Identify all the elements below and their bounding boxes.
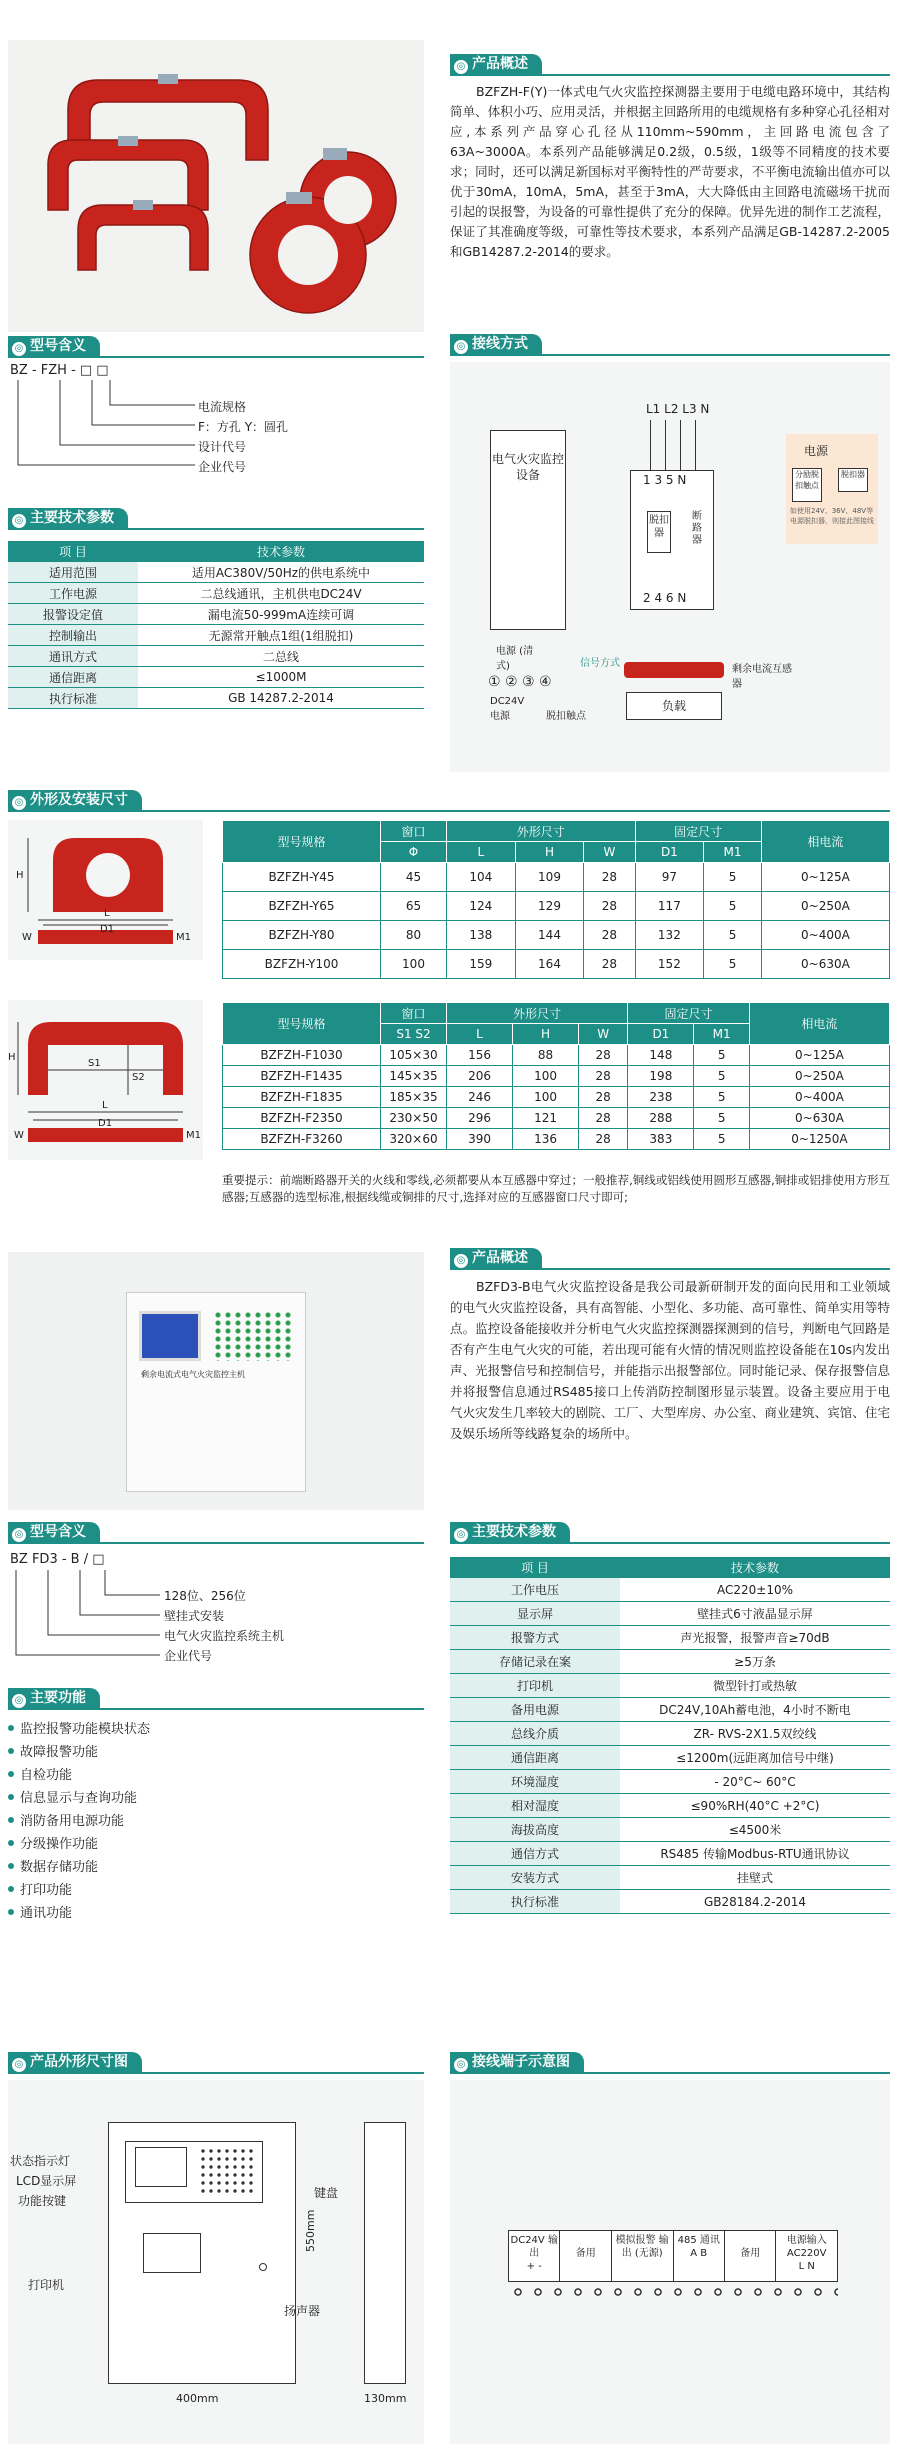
dim-label: 状态指示灯 xyxy=(10,2154,71,2168)
model-item: 电气火灾监控系统主机 xyxy=(164,1629,285,1643)
circle-icon: ◎ xyxy=(12,1528,26,1542)
table-row: 控制输出 无源常开触点1组(1组脱扣) xyxy=(8,625,424,646)
model-item: 电流规格 xyxy=(198,400,247,414)
width-dim: 400mm xyxy=(176,2392,219,2405)
table-row: 执行标准 GB 14287.2-2014 xyxy=(8,688,424,709)
list-item: 数据存储功能 xyxy=(8,1856,408,1879)
outline-drawing xyxy=(8,2080,424,2444)
table-row: 工作电压 AC220±10% xyxy=(450,1578,890,1602)
list-item: 分级操作功能 xyxy=(8,1833,408,1856)
terminal-block: DC24V 输出 + - xyxy=(509,2231,560,2281)
terminal-diagram xyxy=(450,2080,890,2444)
square-ct-drawing: H S1 S2 L D1 W M1 xyxy=(8,1000,203,1160)
terminal-block: 485 通讯 A B xyxy=(674,2231,725,2281)
height-dim: 550mm xyxy=(304,2209,317,2252)
terminal-block: 备用 xyxy=(725,2231,776,2281)
circle-icon: ◎ xyxy=(454,60,468,74)
circle-icon: ◎ xyxy=(454,340,468,354)
section-header-model-2: ◎ 型号含义 xyxy=(8,1522,424,1544)
section-header-dimensions: ◎ 外形及安装尺寸 xyxy=(8,790,890,812)
trip-box: 脱扣器 xyxy=(647,511,671,553)
dc-label: DC24V 电源 xyxy=(490,696,525,722)
device-panel-label: 剩余电流式电气火灾监控主机 xyxy=(141,1370,245,1379)
table-row: 总线介质 ZR- RVS-2X1.5双绞线 xyxy=(450,1722,890,1746)
table-row: BZFZH-Y65 65 124 129 28 117 5 0~250A xyxy=(223,892,890,921)
section-header-overview-1: ◎ 产品概述 xyxy=(450,54,890,76)
model-item: 企业代号 xyxy=(164,1649,213,1663)
list-item: 通讯功能 xyxy=(8,1902,408,1925)
table-row: 执行标准 GB28184.2-2014 xyxy=(450,1890,890,1914)
depth-dim: 130mm xyxy=(364,2392,407,2405)
model-item: 128位、256位 xyxy=(164,1589,246,1603)
terminal-block: 电源输入 AC220V L N xyxy=(786,2235,827,2272)
table-row: BZFZH-F2350 230×50 296 121 28 288 5 0~630A xyxy=(223,1108,890,1129)
section-header-model-1: ◎ 型号含义 xyxy=(8,336,424,358)
round-ct-drawing: H L D1 W M1 xyxy=(8,820,203,960)
table-row: 相对湿度 ≤90%RH(40°C +2°C) xyxy=(450,1794,890,1818)
table-row: 通信方式 RS485 传输Modbus-RTU通讯协议 xyxy=(450,1842,890,1866)
host-device-photo xyxy=(8,1252,424,1510)
terminal-block: 备用 xyxy=(560,2231,611,2281)
load-box: 负载 xyxy=(626,692,722,720)
terminal-screws xyxy=(508,2286,838,2298)
section-header-tech-1: ◎ 主要技术参数 xyxy=(8,508,424,530)
circle-icon: ◎ xyxy=(12,342,26,356)
table-row: 存储记录在案 ≥5万条 xyxy=(450,1650,890,1674)
table-row: 通讯方式 二总线 xyxy=(8,646,424,667)
model-code-2: BZ FD3 - B / □ xyxy=(10,1552,105,1567)
section-header-terminals: ◎ 接线端子示意图 xyxy=(450,2052,890,2074)
circle-icon: ◎ xyxy=(12,514,26,528)
list-item: 打印功能 xyxy=(8,1879,408,1902)
table-row: 海拔高度 ≤4500米 xyxy=(450,1818,890,1842)
section-header-functions: ◎ 主要功能 xyxy=(8,1688,424,1710)
model-code-1: BZ - FZH - □ □ xyxy=(10,363,109,378)
table-row: 报警设定值 漏电流50-999mA连续可调 xyxy=(8,604,424,625)
table-row: 安装方式 挂壁式 xyxy=(450,1866,890,1890)
circle-icon: ◎ xyxy=(12,796,26,810)
device-screen xyxy=(139,1311,201,1361)
table-row: BZFZH-Y80 80 138 144 28 132 5 0~400A xyxy=(223,921,890,950)
model-tree-1 xyxy=(10,378,210,478)
circle-icon: ◎ xyxy=(454,2058,468,2072)
model-tree-2 xyxy=(10,1568,170,1668)
table-row: 备用电源 DC24V,10Ah蓄电池，4小时不断电 xyxy=(450,1698,890,1722)
table-row: 通信距离 ≤1000M xyxy=(8,667,424,688)
circle-icon: ◎ xyxy=(454,1528,468,1542)
function-list xyxy=(8,1718,408,1925)
model-item: 壁挂式安装 xyxy=(164,1609,225,1623)
overview-text-1: BZFZH-F(Y)一体式电气火灾监控探测器主要用于电缆电路环境中，其结构简单、体积小巧、应用灵活，并根据主回路所用的电缆规格有多种穿心孔径相对应,本系列产品穿心孔径从110mm~590mm，主回路电流包含了63A~3000A。本系列产品能够满足0.2级，0.5级，1级等不同精度的技术要求；同时，还可以满足新国标对平衡特性的严苛要求，不平衡电流输出值亦可以优于30mA，10mA，5mA，甚至于3mA，大大降低由主回路电流磁场干扰而引起的误报警，为设备的可靠性提供了充分的保障。优异先进的制作工艺流程，保证了其准确度等级，可靠性等技术要求，本系列产品满足GB-14287.2-2005和GB14287.2-2014的要求。 xyxy=(450,84,890,259)
table-row: BZFZH-F3260 320×60 390 136 28 383 5 0~1250A xyxy=(223,1129,890,1150)
terminal-numbers: ① ② ③ ④ xyxy=(488,674,552,690)
list-item: 故障报警功能 xyxy=(8,1741,408,1764)
table-row: 适用范围 适用AC380V/50Hz的供电系统中 xyxy=(8,562,424,583)
left-device-box: 电气火灾监控设备 xyxy=(490,430,566,630)
trip-contact-label: 脱扣触点 xyxy=(546,711,586,722)
phase-labels: L1 L2 L3 N xyxy=(646,402,710,416)
table-row: 显示屏 壁挂式6寸液晶显示屏 xyxy=(450,1602,890,1626)
overview-text-2: BZFD3-B电气火灾监控设备是我公司最新研制开发的面向民用和工业领域的电气火灾监控设备，具有高智能、小型化、多功能、高可靠性、简单实用等特点。监控设备能接收并分析电气火灾监控探测器探测到的信号，判断电气回路是否有产生电气火灾的可能，若出现可能有火情的情况则监控设备能在10s内发出声、光报警信号和控制信号，并能指示出报警部位。同时能记录、保存报警信息并将报警信息通过RS485接口上传消防控制图形显示装置。设备主要应用于电气火灾发生几率较大的剧院、工厂、大型库房、办公室、商业建筑、宾馆、住宅及娱乐场所等线路复杂的场所中。 xyxy=(450,1279,890,1441)
ct-bar xyxy=(624,662,724,678)
signal-label: 信号方式 xyxy=(580,658,620,669)
list-item: 自检功能 xyxy=(8,1764,408,1787)
circle-icon: ◎ xyxy=(454,1254,468,1268)
dim-label: LCD显示屏 xyxy=(16,2174,77,2188)
section-header-wiring: ◎ 接线方式 xyxy=(450,334,890,356)
round-ct-table: 型号规格 窗口 外形尺寸 固定尺寸 相电流 Φ L H W D1 M1 BZFZH-Y45 45 104 109 28 97 5 0~125A BZFZH-Y65 65 124 129 28 117 5 0~250A BZFZH-Y80 80 138 144 28 132 5 0~400A BZFZH-Y100 100 159 164 28 152 5 0~630A xyxy=(222,820,890,979)
important-note: 重要提示：前端断路器开关的火线和零线,必须都要从本互感器中穿过；一般推荐,铜线或铝线使用圆形互感器,铜排或铝排使用方形互感器;互感器的选型标准,根据线缆或铜排的尺寸,选择对应的互感器窗口尺寸即可; xyxy=(222,1173,890,1204)
breaker-box: 1 3 5 N 脱扣器 断路器 2 4 6 N xyxy=(630,470,714,610)
table-row: BZFZH-Y45 45 104 109 28 97 5 0~125A xyxy=(223,863,890,892)
section-header-overview-2: ◎ 产品概述 xyxy=(450,1248,890,1270)
table-row: 打印机 微型针打或热敏 xyxy=(450,1674,890,1698)
section-header-tech-2: ◎ 主要技术参数 xyxy=(450,1522,890,1544)
table-row: 环境湿度 - 20°C~ 60°C xyxy=(450,1770,890,1794)
list-item: 监控报警功能模块状态 xyxy=(8,1718,408,1741)
dim-label: 功能按键 xyxy=(18,2194,67,2208)
dim-label: 打印机 xyxy=(28,2278,65,2292)
table-row: 通信距离 ≤1200m(远距离加信号中继) xyxy=(450,1746,890,1770)
model-item: F：方孔 Y：圆孔 xyxy=(198,420,289,434)
circle-icon: ◎ xyxy=(12,2058,26,2072)
table-row: BZFZH-F1435 145×35 206 100 28 198 5 0~250A xyxy=(223,1066,890,1087)
square-ct-table: 型号规格 窗口 外形尺寸 固定尺寸 相电流 S1 S2 L H W D1 M1 BZFZH-F1030 105×30 156 88 28 148 5 0~125A BZFZH-F1435 145×35 206 100 28 198 5 0~250A BZFZH-F1835 185×35 246 100 28 238 5 0~400A BZFZH-F2350 230×50 296 121 28 288 5 0~630A BZFZH-F3260 320×60 390 136 28 383 5 0~1250A xyxy=(222,1002,890,1150)
dim-label: 扬声器 xyxy=(284,2304,321,2318)
terminal-block: 模拟报警 输出 (无源) xyxy=(612,2231,674,2281)
tech-table-1: 项 目 技术参数 适用范围 适用AC380V/50Hz的供电系统中 工作电源 二总线通讯，主机供电DC24V 报警设定值 漏电流50-999mA连续可调 控制输出 无源常开触点1组(1组脱扣) 通讯方式 二总线 通信距离 ≤1000M 执行标准 GB 14287.2-2014 xyxy=(8,540,424,709)
table-row: BZFZH-F1835 185×35 246 100 28 238 5 0~400A xyxy=(223,1087,890,1108)
led-grid xyxy=(213,1311,293,1361)
section-header-outline: ◎ 产品外形尺寸图 xyxy=(8,2052,424,2074)
ct-product-photo xyxy=(8,40,424,332)
ct-label: 剩余电流互感器 xyxy=(732,664,792,690)
tech-table-2: 项 目 技术参数 工作电压 AC220±10% 显示屏 壁挂式6寸液晶显示屏 报警方式 声光报警，报警声音≥70dB 存储记录在案 ≥5万条 打印机 微型针打或热敏 备用电源 DC24V,10Ah蓄电池，4小时不断电 总线介质 ZR- RVS-2X1.5双绞线 通信距离 ≤1200m(远距离加信号中继) 环境湿度 - 20°C~ 60°C 相对湿度 ≤90%RH(40°C +2°C) 海拔高度 ≤4500米 通信方式 RS485 传输Modbus-RTU通讯协议 安装方式 挂壁式 执行标准 GB28184.2-2014 xyxy=(450,1556,890,1914)
model-item: 企业代号 xyxy=(198,460,247,474)
list-item: 消防备用电源功能 xyxy=(8,1810,408,1833)
table-row: BZFZH-Y100 100 159 164 28 152 5 0~630A xyxy=(223,950,890,979)
power-label: 电源 (清式) xyxy=(496,646,534,672)
side-note-box: 电源 分励脱扣触点 脱扣器 如使用24V、36V、48V等电源脱扣器，则接此图接线 xyxy=(786,434,878,544)
table-row: 报警方式 声光报警，报警声音≥70dB xyxy=(450,1626,890,1650)
model-item: 设计代号 xyxy=(198,440,247,454)
list-item: 信息显示与查询功能 xyxy=(8,1787,408,1810)
table-row: BZFZH-F1030 105×30 156 88 28 148 5 0~125A xyxy=(223,1045,890,1066)
wiring-diagram xyxy=(450,362,890,772)
table-row: 工作电源 二总线通讯，主机供电DC24V xyxy=(8,583,424,604)
circle-icon: ◎ xyxy=(12,1694,26,1708)
dim-label: 键盘 xyxy=(314,2186,339,2200)
